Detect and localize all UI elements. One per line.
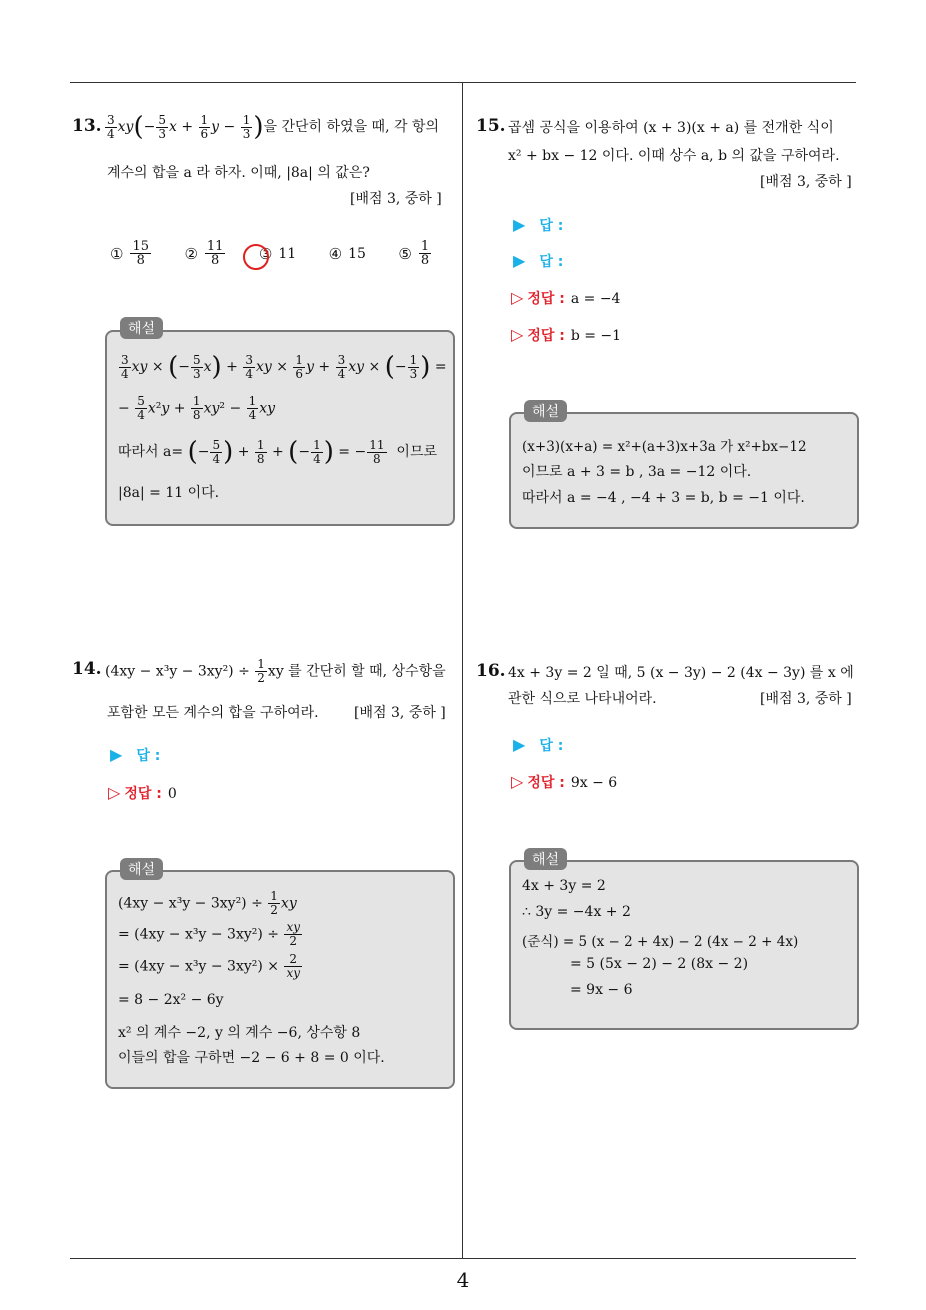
solution-13-line2: − $\frac{5}{4}$ x²y + $\frac{1}{8}$ xy² − $\frac{1}{4}$ xy bbox=[118, 394, 276, 422]
solution-14-line3: = (4xy − x³y − 3xy²) × $\frac{2}{xy}$ bbox=[118, 952, 300, 980]
answer-input-b[interactable]: ▶ 답 : bbox=[513, 251, 564, 270]
solution-14-line6: 이들의 합을 구하면 −2 − 6 + 8 = 0 이다. bbox=[118, 1050, 385, 1066]
problem-16-meta: [배점 3, 중하 ] bbox=[760, 691, 852, 707]
answer-input[interactable]: ▶ 답 : bbox=[513, 735, 564, 754]
choice-marker: ④ bbox=[328, 244, 343, 263]
solution-16-line1: 4x + 3y = 2 bbox=[522, 878, 606, 894]
bottom-rule bbox=[70, 1258, 856, 1259]
problem-13-line2: 계수의 합을 a 라 하자. 이때, |8a| 의 값은? bbox=[107, 165, 370, 181]
top-rule bbox=[70, 82, 856, 83]
selected-answer-circle bbox=[243, 244, 269, 270]
solution-15-line3: 따라서 a = −4 , −4 + 3 = b, b = −1 이다. bbox=[522, 490, 805, 506]
solution-tag: 해설 bbox=[120, 858, 163, 880]
answer-input-a[interactable]: ▶ 답 : bbox=[513, 215, 564, 234]
problem-14-meta: [배점 3, 중하 ] bbox=[354, 705, 446, 721]
problem-14-line1: (4xy − x³y − 3xy²) ÷ $\frac{1}{2}$ xy 를 간단히 할 때, 상수항을 bbox=[105, 657, 446, 685]
problem-15-line2: x² + bx − 12 이다. 이때 상수 a, b 의 값을 구하여라. bbox=[508, 148, 840, 164]
solution-16-line3: (준식) = 5 (x − 2 + 4x) − 2 (4x − 2 + 4x) bbox=[522, 934, 799, 950]
play-icon: ▶ bbox=[110, 745, 123, 764]
problem-16-line1: 4x + 3y = 2 일 때, 5 (x − 3y) − 2 (4x − 3y) 를 x 에 bbox=[508, 665, 854, 681]
problem-13-expression: $\frac{3}{4}$ xy(− $\frac{5}{3}$ x + $\frac{1}{6}$ y − $\frac{1}{3}$ )을 간단히 하였을 때, 각 항의 bbox=[107, 112, 439, 142]
solution-16-line5: = 9x − 6 bbox=[570, 982, 633, 998]
choice-marker: ③ bbox=[258, 244, 273, 263]
triangle-outline-icon: ▷ bbox=[108, 783, 121, 802]
correct-answer-b: ▷ 정답 : b = −1 bbox=[511, 325, 622, 344]
column-divider bbox=[462, 83, 463, 1258]
problem-13-meta: [배점 3, 중하 ] bbox=[350, 191, 442, 207]
solution-tag: 해설 bbox=[524, 400, 567, 422]
play-icon: ▶ bbox=[513, 215, 526, 234]
choice-marker: ① bbox=[110, 244, 124, 263]
problem-number: 13. bbox=[72, 116, 102, 136]
correct-answer: ▷ 정답 : 0 bbox=[108, 783, 177, 802]
choice-list bbox=[110, 240, 460, 267]
correct-answer-a: ▷ 정답 : a = −4 bbox=[511, 288, 621, 307]
solution-tag: 해설 bbox=[120, 317, 163, 339]
correct-answer: ▷ 정답 : 9x − 6 bbox=[511, 772, 618, 791]
solution-15-line2: 이므로 a + 3 = b , 3a = −12 이다. bbox=[522, 464, 752, 480]
problem-number: 16. bbox=[476, 661, 506, 681]
solution-16-line2: ∴ 3y = −4x + 2 bbox=[522, 904, 631, 920]
problem-14-line2: 포함한 모든 계수의 합을 구하여라. bbox=[107, 705, 319, 721]
choice-marker: ② bbox=[184, 244, 198, 263]
choice-marker: ⑤ bbox=[398, 244, 412, 263]
solution-14-line5: x² 의 계수 −2, y 의 계수 −6, 상수항 8 bbox=[118, 1025, 361, 1041]
solution-16-line4: = 5 (5x − 2) − 2 (8x − 2) bbox=[570, 956, 749, 972]
problem-16-line2: 관한 식으로 나타내어라. bbox=[508, 691, 657, 707]
play-icon: ▶ bbox=[513, 735, 526, 754]
problem-15-meta: [배점 3, 중하 ] bbox=[760, 174, 852, 190]
solution-13-line1: $\frac{3}{4}$ xy × (− $\frac{5}{3}$ x) + $\frac{3}{4}$ xy × $\frac{1}{6}$ y + $\frac{3}{4}$ xy × (− $\frac{1}{3}$ ) = bbox=[121, 352, 447, 382]
problem-number: 14. bbox=[72, 659, 102, 679]
choice-3[interactable]: ③ 11 bbox=[258, 244, 297, 263]
solution-13-line4: |8a| = 11 이다. bbox=[118, 485, 220, 501]
answer-input[interactable]: ▶ 답 : bbox=[110, 745, 161, 764]
problem-13-line1-after: 을 간단히 하였을 때, 각 항의 bbox=[263, 119, 439, 135]
solution-14-line2: = (4xy − x³y − 3xy²) ÷ $\frac{xy}{2}$ bbox=[118, 920, 300, 948]
solution-14-line1: (4xy − x³y − 3xy²) ÷ $\frac{1}{2}$ xy bbox=[118, 889, 297, 917]
choice-2[interactable]: ② $\frac{11}{8}$ bbox=[184, 239, 224, 268]
solution-14-line4: = 8 − 2x² − 6y bbox=[118, 992, 224, 1008]
problem-15-line1: 곱셈 공식을 이용하여 (x + 3)(x + a) 를 전개한 식이 bbox=[508, 120, 834, 136]
solution-15-line1: (x+3)(x+a) = x²+(a+3)x+3a 가 x²+bx−12 bbox=[522, 439, 807, 455]
choice-5[interactable]: ⑤ $\frac{1}{8}$ bbox=[398, 239, 430, 268]
triangle-outline-icon: ▷ bbox=[511, 325, 524, 344]
page-number: 4 bbox=[456, 1268, 470, 1292]
triangle-outline-icon: ▷ bbox=[511, 772, 524, 791]
play-icon: ▶ bbox=[513, 251, 526, 270]
solution-13-line3: 따라서 a= (− $\frac{5}{4}$ ) + $\frac{1}{8}$ + (− $\frac{1}{4}$ ) = − $\frac{11}{8}$ 이므로 bbox=[118, 437, 437, 467]
triangle-outline-icon: ▷ bbox=[511, 288, 524, 307]
problem-number: 15. bbox=[476, 116, 506, 136]
choice-1[interactable]: ① $\frac{15}{8}$ bbox=[110, 239, 149, 268]
choice-4[interactable]: ④ 15 bbox=[328, 244, 366, 263]
solution-tag: 해설 bbox=[524, 848, 567, 870]
